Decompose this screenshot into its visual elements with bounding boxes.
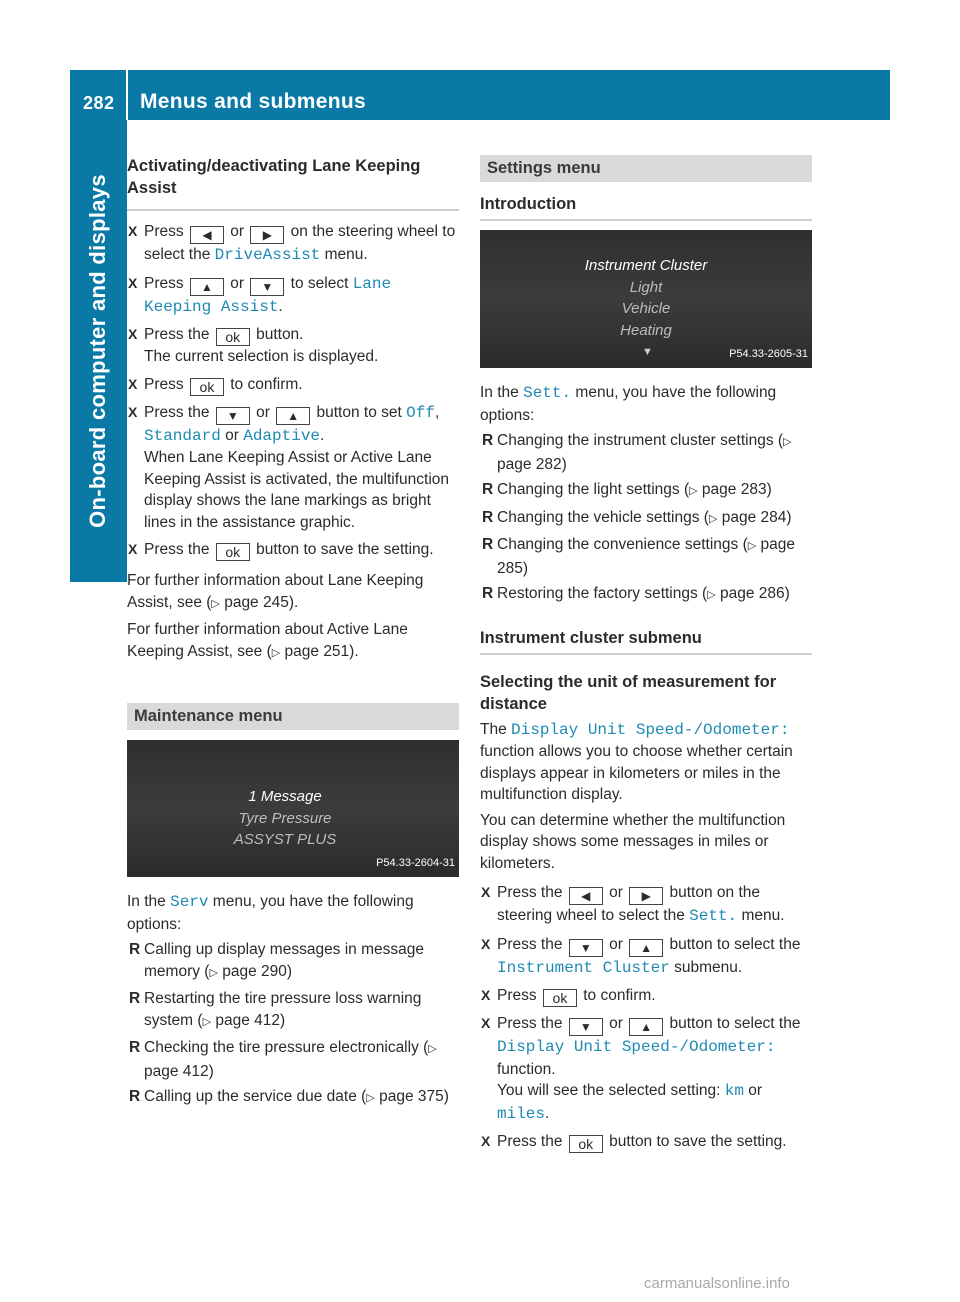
- page-ref-icon: ▷: [707, 589, 716, 601]
- info-paragraph: For further information about Lane Keeping Assist, see (▷ page 245).: [127, 572, 424, 611]
- left-arrow-key-icon: ◀: [190, 226, 224, 244]
- page-ref-icon: ▷: [428, 1043, 437, 1055]
- up-arrow-key-icon: ▲: [190, 278, 224, 296]
- info-paragraph: For further information about Active Lane Keeping Assist, see (▷ page 251).: [127, 621, 408, 660]
- info-paragraph: The Display Unit Speed-/Odometer: function allows you to choose whether certain displays appear in kilometers or miles in the multifunction display.: [480, 720, 793, 803]
- scroll-down-icon: ▼: [642, 346, 653, 358]
- down-arrow-key-icon: ▼: [569, 939, 603, 957]
- maintenance-menu-band: Maintenance menu: [127, 703, 459, 730]
- instruction-step: X Press the ok button to save the setting.: [481, 1133, 787, 1152]
- section-rule: [480, 219, 812, 221]
- down-arrow-key-icon: ▼: [250, 278, 284, 296]
- up-arrow-key-icon: ▲: [629, 939, 663, 957]
- page-ref-icon: ▷: [747, 540, 757, 552]
- settings-display-image: Instrument Cluster Light Vehicle Heating ▼ P54.33-2605-31: [480, 230, 812, 368]
- header-divider: [126, 70, 128, 120]
- menu-code: Lane Keeping Assist: [144, 274, 392, 316]
- instruction-step: X Press the ▼ or ▲ button to select the Instrument Cluster submenu.: [481, 935, 801, 977]
- right-arrow-key-icon: ▶: [250, 226, 284, 244]
- list-item: R Calling up display messages in message memory (▷ page 290): [129, 941, 425, 980]
- page-number: 282: [83, 93, 115, 113]
- image-reference: P54.33-2604-31: [376, 856, 455, 869]
- list-item: R Changing the convenience settings (▷ page 285): [482, 536, 796, 577]
- list-item: R Checking the tire pressure electronically (▷ page 412): [129, 1039, 437, 1080]
- page-ref-icon: ▷: [211, 597, 220, 610]
- right-column: [480, 155, 812, 1153]
- instruction-step: X Press the ok button to save the setting.: [128, 541, 434, 560]
- distance-unit-subheading: Selecting the unit of measurement for distance: [480, 672, 777, 713]
- page-title: Menus and submenus: [140, 90, 366, 113]
- introduction-heading: Introduction: [480, 195, 577, 213]
- list-item: R Changing the vehicle settings (▷ page 284): [482, 508, 792, 526]
- instrument-cluster-heading: Instrument cluster submenu: [480, 628, 702, 647]
- instruction-step: X Press the ◀ or ▶ button on the steering wheel to select the Sett. menu.: [481, 884, 785, 925]
- ok-key-icon: ok: [190, 378, 224, 396]
- page-ref-icon: ▷: [783, 436, 792, 448]
- step-marker: X: [128, 223, 138, 239]
- menu-code: DriveAssist: [214, 246, 321, 264]
- settings-menu-band: Settings menu: [480, 155, 812, 182]
- ok-key-icon: ok: [216, 543, 250, 561]
- maintenance-display-image: 1 Message Tyre Pressure ASSYST PLUS P54.33-2604-31: [127, 740, 459, 877]
- section-rule: [480, 653, 812, 655]
- page-ref-icon: ▷: [202, 1015, 212, 1028]
- instruction-step: X Press ▲ or ▼ to select Lane Keeping Assist.: [128, 274, 392, 316]
- intro-paragraph: In the Sett. menu, you have the following options:: [480, 384, 777, 424]
- instruction-step: X Press the ▼ or ▲ button to select the Display Unit Speed-/Odometer: function. You will see the selected setting: km or miles.: [481, 1015, 801, 1123]
- left-column: [127, 155, 459, 1110]
- up-arrow-key-icon: ▲: [629, 1018, 663, 1036]
- page-ref-icon: ▷: [708, 512, 718, 525]
- image-reference: P54.33-2605-31: [729, 347, 808, 360]
- instruction-step: X Press ok to confirm.: [481, 987, 656, 1006]
- list-item: R Changing the instrument cluster settings (▷ page 282): [482, 432, 792, 473]
- instruction-step: X Press the ▼ or ▲ button to set Off, Standard or Adaptive. When Lane Keeping Assist or Active Lane Keeping Assist is activated, the multifunction display shows the lane markings as bright lines in the assistance graphic.: [128, 403, 449, 531]
- lane-keeping-heading: Activating/deactivating Lane Keeping Assist: [127, 157, 421, 197]
- down-arrow-key-icon: ▼: [569, 1018, 603, 1036]
- left-arrow-key-icon: ◀: [569, 887, 603, 905]
- page-ref-icon: ▷: [271, 646, 281, 659]
- watermark: carmanualsonline.info: [644, 1275, 790, 1292]
- intro-paragraph: In the Serv menu, you have the following options:: [127, 893, 414, 933]
- instruction-step: X Press ◀ or ▶ on the steering wheel to select the DriveAssist menu.: [128, 223, 456, 264]
- ok-key-icon: ok: [543, 989, 577, 1007]
- down-arrow-key-icon: ▼: [216, 407, 250, 425]
- page-ref-icon: ▷: [366, 1092, 375, 1104]
- right-arrow-key-icon: ▶: [629, 887, 663, 905]
- list-item: R Calling up the service due date (▷ page 375): [129, 1088, 449, 1105]
- page-ref-icon: ▷: [689, 485, 698, 497]
- instruction-step: X Press ok to confirm.: [128, 375, 303, 395]
- ok-key-icon: ok: [569, 1135, 603, 1153]
- instruction-step: X Press the ok button. The current selection is displayed.: [128, 326, 379, 365]
- ok-key-icon: ok: [216, 328, 250, 346]
- page-ref-icon: ▷: [209, 966, 218, 979]
- list-item: R Restoring the factory settings (▷ page 286): [482, 585, 790, 602]
- list-item: R Changing the light settings (▷ page 283): [482, 481, 772, 498]
- up-arrow-key-icon: ▲: [276, 407, 310, 425]
- section-rule: [127, 209, 459, 211]
- side-tab-label: On-board computer and displays: [85, 174, 110, 528]
- list-item: R Restarting the tire pressure loss warning system (▷ page 412): [129, 990, 422, 1029]
- info-paragraph: You can determine whether the multifunction display shows some messages in miles or kilometers.: [480, 811, 786, 872]
